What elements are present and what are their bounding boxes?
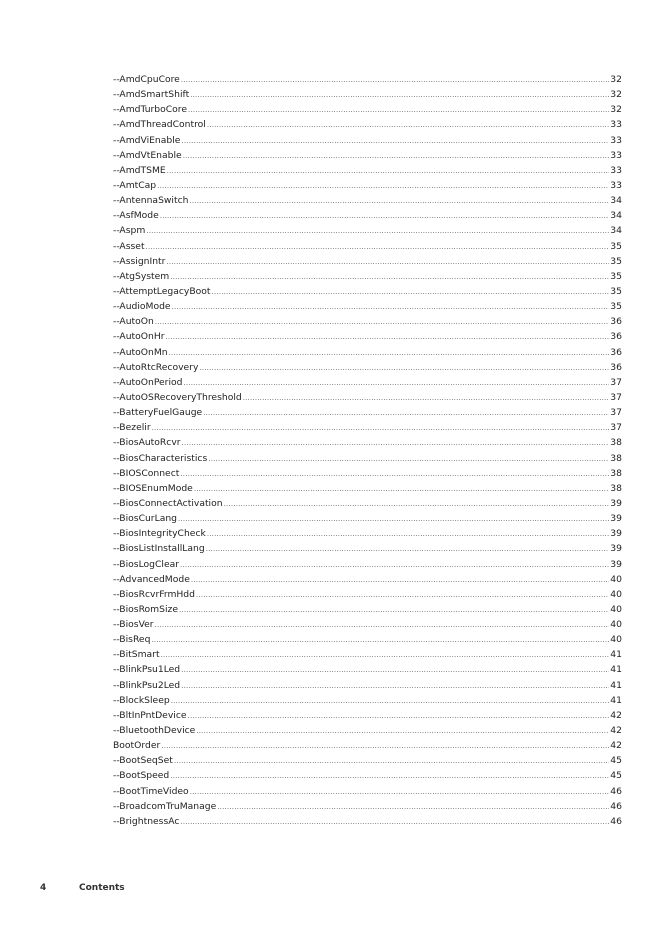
- toc-entry-page[interactable]: 45: [610, 770, 622, 782]
- toc-entry[interactable]: [113, 254, 622, 269]
- toc-dot-leader: [190, 785, 610, 799]
- toc-dot-leader: [151, 633, 609, 647]
- toc-dot-leader: [172, 300, 610, 314]
- toc-entry-page[interactable]: 36: [610, 361, 622, 373]
- toc-entry[interactable]: [113, 511, 622, 526]
- toc-entry[interactable]: [113, 738, 622, 753]
- toc-dot-leader: [224, 497, 610, 511]
- toc-entry[interactable]: [113, 405, 622, 420]
- toc-entry-page[interactable]: 36: [610, 346, 622, 358]
- toc-entry[interactable]: [113, 314, 622, 329]
- toc-entry[interactable]: [113, 617, 622, 632]
- toc-entry-label[interactable]: --BitSmart: [113, 649, 160, 661]
- toc-entry-page[interactable]: 46: [610, 815, 622, 827]
- toc-entry[interactable]: [113, 360, 622, 375]
- toc-dot-leader: [155, 618, 610, 632]
- page-footer: [40, 883, 125, 893]
- toc-dot-leader: [180, 558, 609, 572]
- toc-entry-page[interactable]: 35: [610, 255, 622, 267]
- toc-dot-leader: [181, 73, 609, 87]
- toc-entry-label[interactable]: --Aspm: [113, 225, 146, 237]
- toc-entry[interactable]: [113, 496, 622, 511]
- toc-entry-label[interactable]: --BootSeqSet: [113, 755, 173, 767]
- toc-dot-leader: [146, 240, 610, 254]
- toc-entry-label[interactable]: --BiosIntegrityCheck: [113, 528, 206, 540]
- toc-entry-page[interactable]: 46: [610, 800, 622, 812]
- toc-entry-label[interactable]: --AmdVtEnable: [113, 149, 182, 161]
- toc-dot-leader: [181, 679, 609, 693]
- toc-entry[interactable]: [113, 784, 622, 799]
- toc-entry-page[interactable]: 33: [610, 179, 622, 191]
- toc-dot-leader: [183, 149, 610, 163]
- toc-dot-leader: [178, 512, 609, 526]
- toc-entry-label[interactable]: --AutoOnMn: [113, 346, 168, 358]
- toc-entry-label[interactable]: --BiosCurLang: [113, 513, 177, 525]
- toc-entry[interactable]: [113, 269, 622, 284]
- toc-dot-leader: [190, 88, 609, 102]
- toc-dot-leader: [180, 467, 609, 481]
- toc-dot-leader: [181, 134, 609, 148]
- toc-entry[interactable]: [113, 632, 622, 647]
- toc-entry[interactable]: [113, 799, 622, 814]
- toc-entry-page[interactable]: 38: [610, 452, 622, 464]
- toc-entry-page[interactable]: 39: [610, 497, 622, 509]
- toc-dot-leader: [181, 663, 609, 677]
- toc-entry[interactable]: [113, 148, 622, 163]
- toc-dot-leader: [182, 436, 610, 450]
- toc-dot-leader: [207, 527, 609, 541]
- toc-entry[interactable]: [113, 390, 622, 405]
- table-of-contents: [113, 72, 622, 829]
- toc-entry-page[interactable]: 34: [610, 210, 622, 222]
- toc-entry-label[interactable]: --AmtCap: [113, 179, 157, 191]
- toc-entry-page[interactable]: 41: [610, 694, 622, 706]
- toc-entry[interactable]: [113, 557, 622, 572]
- toc-entry-page[interactable]: 35: [610, 285, 622, 297]
- toc-dot-leader: [188, 103, 609, 117]
- toc-entry[interactable]: [113, 72, 622, 87]
- toc-dot-leader: [206, 542, 610, 556]
- toc-entry[interactable]: [113, 662, 622, 677]
- toc-entry[interactable]: [113, 466, 622, 481]
- toc-entry-label[interactable]: --AmdTurboCore: [113, 104, 188, 116]
- toc-entry-label[interactable]: --AdvancedMode: [113, 573, 190, 585]
- toc-entry-label[interactable]: --AmdSmartShift: [113, 89, 190, 101]
- toc-dot-leader: [179, 603, 609, 617]
- toc-entry-label[interactable]: --AutoOnHr: [113, 331, 165, 343]
- toc-entry-label[interactable]: --BiosCharacteristics: [113, 452, 208, 464]
- toc-entry-label[interactable]: --BisReq: [113, 634, 151, 646]
- toc-dot-leader: [171, 694, 610, 708]
- toc-entry[interactable]: [113, 481, 622, 496]
- toc-entry-page[interactable]: 36: [610, 331, 622, 343]
- toc-entry[interactable]: [113, 239, 622, 254]
- toc-entry-label[interactable]: --BlockSleep: [113, 694, 170, 706]
- toc-entry-page[interactable]: 46: [610, 785, 622, 797]
- toc-dot-leader: [189, 194, 609, 208]
- toc-dot-leader: [170, 769, 609, 783]
- toc-entry-page[interactable]: 40: [610, 619, 622, 631]
- toc-entry[interactable]: [113, 647, 622, 662]
- toc-entry-label[interactable]: --BiosVer: [113, 619, 154, 631]
- toc-entry[interactable]: [113, 420, 622, 435]
- toc-entry-label[interactable]: BootOrder: [113, 740, 161, 752]
- toc-entry-page[interactable]: 39: [610, 543, 622, 555]
- toc-entry-label[interactable]: --BiosRcvrFrmHdd: [113, 588, 195, 600]
- toc-entry-page[interactable]: 34: [610, 195, 622, 207]
- toc-entry-page[interactable]: 41: [610, 679, 622, 691]
- toc-entry-page[interactable]: 33: [610, 134, 622, 146]
- toc-entry-page[interactable]: 39: [610, 528, 622, 540]
- toc-dot-leader: [160, 209, 610, 223]
- toc-dot-leader: [170, 270, 609, 284]
- toc-entry-label[interactable]: --BltInPntDevice: [113, 709, 187, 721]
- toc-entry-label[interactable]: --AmdViEnable: [113, 134, 181, 146]
- toc-entry[interactable]: [113, 284, 622, 299]
- toc-entry-label[interactable]: --Asset: [113, 240, 145, 252]
- toc-entry-page[interactable]: 41: [610, 664, 622, 676]
- toc-entry[interactable]: [113, 178, 622, 193]
- toc-entry[interactable]: [113, 223, 622, 238]
- toc-entry[interactable]: [113, 768, 622, 783]
- toc-entry-label[interactable]: --AmdTSME: [113, 164, 166, 176]
- toc-entry-page[interactable]: 37: [610, 376, 622, 388]
- toc-dot-leader: [196, 724, 609, 738]
- toc-entry-page[interactable]: 40: [610, 634, 622, 646]
- toc-dot-leader: [152, 421, 610, 435]
- toc-entry-page[interactable]: 38: [610, 467, 622, 479]
- toc-entry-label[interactable]: --AutoRtcRecovery: [113, 361, 199, 373]
- toc-entry[interactable]: [113, 753, 622, 768]
- toc-entry[interactable]: [113, 451, 622, 466]
- toc-entry-label[interactable]: --AtgSystem: [113, 270, 170, 282]
- toc-entry-page[interactable]: 32: [610, 89, 622, 101]
- toc-entry-page[interactable]: 33: [610, 164, 622, 176]
- toc-entry-page[interactable]: 35: [610, 301, 622, 313]
- toc-entry-label[interactable]: --BIOSConnect: [113, 467, 180, 479]
- toc-dot-leader: [212, 285, 610, 299]
- toc-entry-page[interactable]: 39: [610, 513, 622, 525]
- toc-entry[interactable]: [113, 572, 622, 587]
- toc-dot-leader: [196, 588, 609, 602]
- toc-entry[interactable]: [113, 208, 622, 223]
- toc-entry[interactable]: [113, 375, 622, 390]
- toc-entry-label[interactable]: --BiosLogClear: [113, 558, 180, 570]
- toc-entry[interactable]: [113, 193, 622, 208]
- toc-dot-leader: [243, 391, 610, 405]
- toc-entry-label[interactable]: --BatteryFuelGauge: [113, 407, 203, 419]
- toc-dot-leader: [208, 452, 609, 466]
- toc-dot-leader: [161, 648, 610, 662]
- toc-entry[interactable]: [113, 708, 622, 723]
- toc-entry-label[interactable]: --AttemptLegacyBoot: [113, 285, 211, 297]
- toc-entry-label[interactable]: --BootSpeed: [113, 770, 170, 782]
- toc-entry[interactable]: [113, 435, 622, 450]
- toc-entry-label[interactable]: --BiosConnectActivation: [113, 497, 223, 509]
- toc-entry-label[interactable]: --BlinkPsu2Led: [113, 679, 181, 691]
- toc-entry[interactable]: [113, 102, 622, 117]
- toc-entry[interactable]: [113, 693, 622, 708]
- footer-section-title: Contents: [79, 883, 125, 893]
- toc-entry[interactable]: [113, 587, 622, 602]
- toc-entry-page[interactable]: 42: [610, 740, 622, 752]
- toc-entry-page[interactable]: 40: [610, 588, 622, 600]
- toc-entry[interactable]: [113, 602, 622, 617]
- toc-entry-page[interactable]: 41: [610, 649, 622, 661]
- toc-dot-leader: [180, 815, 609, 829]
- toc-entry-page[interactable]: 37: [610, 391, 622, 403]
- toc-entry-label[interactable]: --BootTimeVideo: [113, 785, 189, 797]
- toc-entry-page[interactable]: 40: [610, 603, 622, 615]
- toc-dot-leader: [183, 376, 609, 390]
- toc-entry-label[interactable]: --BrightnessAc: [113, 815, 180, 827]
- toc-dot-leader: [203, 406, 609, 420]
- toc-entry[interactable]: [113, 329, 622, 344]
- toc-entry-label[interactable]: --BluetoothDevice: [113, 725, 196, 737]
- toc-dot-leader: [166, 330, 610, 344]
- toc-entry-label[interactable]: --BiosListInstallLang: [113, 543, 205, 555]
- toc-dot-leader: [217, 800, 609, 814]
- toc-entry-label[interactable]: --AudioMode: [113, 301, 171, 313]
- toc-entry[interactable]: [113, 163, 622, 178]
- toc-entry[interactable]: [113, 87, 622, 102]
- toc-entry-page[interactable]: 33: [610, 119, 622, 131]
- toc-dot-leader: [169, 346, 610, 360]
- toc-entry-page[interactable]: 45: [610, 755, 622, 767]
- toc-dot-leader: [157, 179, 609, 193]
- toc-entry[interactable]: [113, 678, 622, 693]
- toc-dot-leader: [167, 164, 610, 178]
- toc-dot-leader: [199, 361, 609, 375]
- toc-entry-label[interactable]: --AutoOnPeriod: [113, 376, 183, 388]
- toc-entry-label[interactable]: --AntennaSwitch: [113, 195, 189, 207]
- toc-entry-page[interactable]: 39: [610, 558, 622, 570]
- toc-entry-page[interactable]: 40: [610, 573, 622, 585]
- toc-entry-page[interactable]: 34: [610, 225, 622, 237]
- toc-entry[interactable]: [113, 723, 622, 738]
- toc-entry-page[interactable]: 42: [610, 709, 622, 721]
- toc-dot-leader: [194, 482, 609, 496]
- toc-entry-label[interactable]: --AutoOn: [113, 316, 154, 328]
- toc-entry-label[interactable]: --AsfMode: [113, 210, 159, 222]
- toc-entry-label[interactable]: --BlinkPsu1Led: [113, 664, 181, 676]
- toc-entry-page[interactable]: 37: [610, 422, 622, 434]
- toc-entry[interactable]: [113, 814, 622, 829]
- toc-entry-page[interactable]: 32: [610, 104, 622, 116]
- toc-entry-label[interactable]: --BIOSEnumMode: [113, 482, 193, 494]
- toc-entry-page[interactable]: 38: [610, 482, 622, 494]
- toc-entry[interactable]: [113, 117, 622, 132]
- toc-entry-label[interactable]: --Bezelir: [113, 422, 151, 434]
- toc-entry[interactable]: [113, 133, 622, 148]
- toc-dot-leader: [188, 709, 610, 723]
- toc-dot-leader: [166, 255, 609, 269]
- toc-entry-label[interactable]: --AutoOSRecoveryThreshold: [113, 391, 242, 403]
- toc-entry-label[interactable]: --AmdThreadControl: [113, 119, 206, 131]
- toc-entry-page[interactable]: 32: [610, 74, 622, 85]
- toc-entry-label[interactable]: --BiosAutoRcvr: [113, 437, 181, 449]
- toc-entry-label[interactable]: --AssignIntr: [113, 255, 166, 267]
- toc-entry-label[interactable]: --AmdCpuCore: [113, 74, 180, 85]
- toc-entry-page[interactable]: 38: [610, 437, 622, 449]
- toc-entry-page[interactable]: 33: [610, 149, 622, 161]
- toc-entry-label[interactable]: --BiosRomSize: [113, 603, 178, 615]
- footer-page-number: 4: [40, 883, 47, 893]
- toc-entry[interactable]: [113, 526, 622, 541]
- toc-entry-page[interactable]: 36: [610, 316, 622, 328]
- toc-entry-page[interactable]: 37: [610, 407, 622, 419]
- toc-entry-page[interactable]: 42: [610, 725, 622, 737]
- toc-entry[interactable]: [113, 541, 622, 556]
- toc-dot-leader: [207, 118, 609, 132]
- toc-dot-leader: [174, 754, 609, 768]
- toc-entry-page[interactable]: 35: [610, 270, 622, 282]
- toc-entry[interactable]: [113, 299, 622, 314]
- toc-dot-leader: [155, 315, 609, 329]
- toc-dot-leader: [161, 739, 609, 753]
- toc-entry[interactable]: [113, 345, 622, 360]
- toc-dot-leader: [146, 224, 609, 238]
- toc-entry-label[interactable]: --BroadcomTruManage: [113, 800, 217, 812]
- toc-dot-leader: [191, 573, 609, 587]
- toc-entry-page[interactable]: 35: [610, 240, 622, 252]
